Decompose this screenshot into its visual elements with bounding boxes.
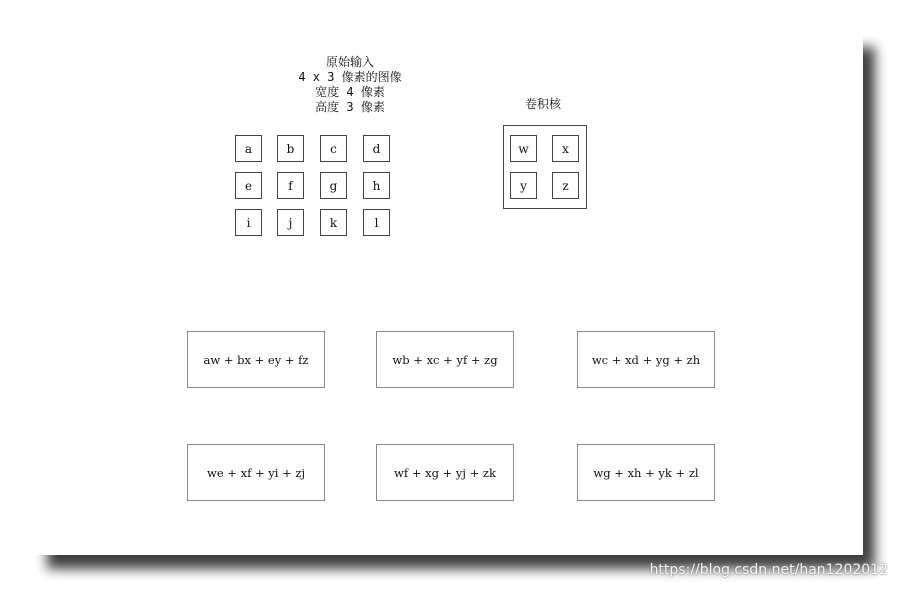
output-cell-2-1: we + xf + yi + zj bbox=[187, 444, 325, 501]
input-image-title bbox=[275, 55, 425, 115]
watermark-url: https://blog.csdn.net/han1202012 bbox=[649, 562, 888, 578]
output-cell-2-3: wg + xh + yk + zl bbox=[577, 444, 715, 501]
kernel-cell-w: w bbox=[510, 135, 537, 162]
input-title-line-2: 4 x 3 像素的图像 bbox=[298, 70, 402, 84]
input-cell-g: g bbox=[320, 172, 347, 199]
input-cell-f: f bbox=[277, 172, 304, 199]
input-title-line-1: 原始输入 bbox=[325, 55, 374, 69]
kernel-cell-z: z bbox=[552, 172, 579, 199]
kernel-cell-x: x bbox=[552, 135, 579, 162]
input-title-line-4: 高度 3 像素 bbox=[315, 100, 385, 114]
kernel-cell-y: y bbox=[510, 172, 537, 199]
input-cell-l: l bbox=[363, 209, 390, 236]
diagram-canvas bbox=[35, 35, 863, 555]
input-cell-k: k bbox=[320, 209, 347, 236]
input-cell-e: e bbox=[235, 172, 262, 199]
input-cell-b: b bbox=[277, 135, 304, 162]
output-cell-2-2: wf + xg + yj + zk bbox=[376, 444, 514, 501]
input-title-line-3: 宽度 4 像素 bbox=[315, 85, 385, 99]
input-cell-i: i bbox=[235, 209, 262, 236]
output-cell-1-3: wc + xd + yg + zh bbox=[577, 331, 715, 388]
output-cell-1-1: aw + bx + ey + fz bbox=[187, 331, 325, 388]
output-cell-1-2: wb + xc + yf + zg bbox=[376, 331, 514, 388]
input-cell-d: d bbox=[363, 135, 390, 162]
input-cell-a: a bbox=[235, 135, 262, 162]
input-cell-j: j bbox=[277, 209, 304, 236]
input-cell-h: h bbox=[363, 172, 390, 199]
kernel-title: 卷积核 bbox=[524, 97, 561, 111]
input-cell-c: c bbox=[320, 135, 347, 162]
